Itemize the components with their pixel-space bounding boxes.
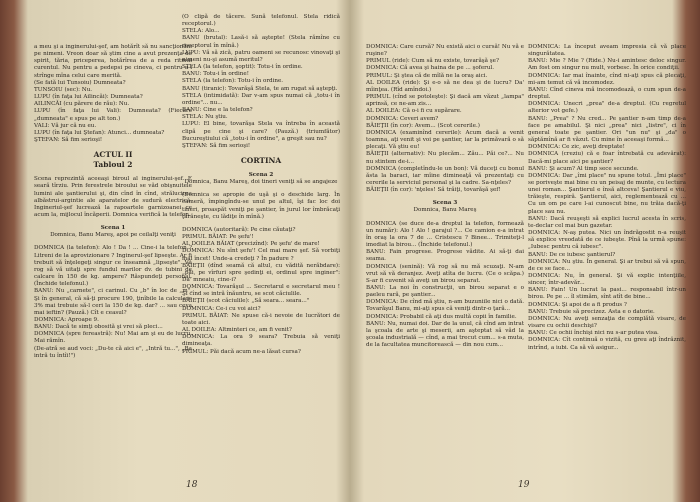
dialogue-line: BANU (tiranic): Tovarăşă Stela, te am rugat să aştepţi.: [182, 85, 338, 92]
dialogue-line: (Se fată lui Tunsoiu) Dumneata?: [34, 79, 126, 86]
dialogue-line: AL DOILEA (ride): Şi e-o să ne dea şi de lucru? Da' mîinţea. (Rîd amîndoi.): [366, 79, 524, 93]
dialogue-line: BANU (brutal): Lasă-i să aştepte! (Stela rămîne cu receptorul în mînă.): [182, 35, 340, 49]
dialogue-line: STELA: Nu ştiu.: [182, 114, 228, 121]
dialogue-line: BĂIEŢII (în cor): 'nţeles! Să trăiţi, tovarăşă şef!: [366, 187, 501, 194]
dialogue-line: BANU: Nu „carnete", ci carinul. Cu „b" în loc de „m". Şi în general, că să-ţi procure 190, ţinîbile la calculare 3% mai trebuie să-l ceri la 150 de kg. dar? ... sau ceva mai ieftin? (Pauză.) Cît e ceasul?: [34, 288, 192, 316]
dialogue-line: DOMNICA (senină): Vă rog să nu mă scuzaţi. N-am vrut să vă deranjez. Aveţi atîta de lucru. (Ce o scăpa.) S-ar fi cuvenit să aveţi un birou separat.: [366, 263, 524, 284]
dialogue-line: AL DOILEA: Altminteri ce, am fi venit?: [182, 327, 292, 334]
dialogue-line: DOMNICA (la telefon): Alo ! Da ! ... Cine-i la telefon ? Litreni de la aprovizionare ? Inginerul-şef lipseşte. Ar fi trebuit să înţelegeţi singur ce înseamnă „lipseşte". Vă rog să vă uitaţi spre fundul marilor dv. de tubini de calcare în 150 de kg. ampere? Răspundeţi personal. (Închide telefonul.): [34, 245, 192, 288]
dialogue-line: DOMNICA: Unecri „prea" de-a dreptul. (Cu regretul alterior vot gefe.): [528, 101, 686, 115]
dialogue-line: Scena reprezintă aceeaşi biroul al inginerului-şef. E seară tîrziu. Prin ferestrele biroului se văd obişnuitele lumini ale şantierului şi, din cînd în cînd, strălucirea albăstrui-argintie ale aparatelor de sudură electrică. Ingineriul-şef lucrează la rapoartele garnizoanei ce acum la, mijlocul încăperii. Domnica verifică la telefon.: [34, 176, 192, 218]
left-page: [14, 0, 344, 502]
dialogue-line: DOMNICA (spre fereastră): Nu! Mai am şi eu de lucru. Mai rămîn.: [34, 331, 192, 345]
dialogue-line: DOMNICA: La ora 9 seara? Trebuia să veniţi dimineaţa.: [182, 334, 340, 348]
dialogue-line: DOMNICA: Tovarăşul ... Secretarul e secretarul meu ! Şi cînd se intră înăuntru, se scot căciulile.: [182, 284, 340, 298]
dialogue-line: BANU: La noi în construcţii, un birou separat e o paeleu rară, pe şantier...: [366, 285, 524, 299]
dialogue-line: DOMNICA: Dar „îmi place" nu spune totul. „Îmi place" se poriveşte mai bine cu un peisaj de munte, cu lectura unei roman... Şantierul e însă altceva! Şantierul e viu, trăieşte, respiră. Şantierul, aici, reglementează cu ... Cu un om pe care l-ai cunoscut bine, nu trăia dacă-ţi place sau nu.: [528, 172, 686, 215]
dialogue-line: DOMNICA (creziu) că e foar întrebată cu adevărat): Dacă-mi place aici pe şantier?: [528, 151, 686, 165]
dialogue-line: a meu şi a inginerului-şef, am hotărît să nu sancţionăm pe nimeni. Vreon doar să ştim cine a avut prezenţa de spirit, tăria, priceperea, hotărîrea de a reda ritmul curentul. Nu pentru a pedepsi pe cineva, ci pentru a-i strînge mîna celui care merită.: [34, 44, 192, 79]
dialogue-line: DOMNICA: Nu, în general. Şi vă explic intenţiile, sincer, într-adevăr...: [528, 273, 686, 287]
dialogue-line: DOMNICA: Că avea şi haina de pe ... şoferul.: [366, 65, 494, 72]
dialogue-line: STELA (la telefon): Totu-i în ordine.: [182, 78, 284, 85]
right-page: [356, 0, 686, 502]
dialogue-line: DOMNICA: Ce zic, aveţi dreptate!: [528, 144, 625, 151]
dialogue-line: DOMNICA (autoritară): Pe cine căutaţi?: [182, 226, 296, 233]
dialogue-line: ŞTEFAN: Să fim serioşi!: [182, 142, 251, 149]
dialogue-line: STELA (la telefon, şoptit): Totu-i în ordine.: [182, 64, 303, 71]
dialogue-line: BANU: Cine e la telefon?: [182, 107, 253, 114]
dialogue-line: DOMNICA: Nu aveţi senzaţia de complătă visare, de visare cu ochii deschişi?: [528, 315, 686, 330]
dialogue-line: DOMNICA: Cît continuă o vizită, cu greu aţi îndrăznit, intrînd, a iubi. Ca să vă asigur...: [528, 337, 686, 351]
dialogue-line: AILINCĂI (cu părere de rău): Nu.: [34, 101, 130, 108]
dialogue-line: (O clipă de tăcere. Sună telefonul. Stela ridică receptorul.): [182, 14, 340, 28]
dialogue-line: DOMNICA: Nu sînt şefu'! Cel mai mare şef. Să vorbiţi mai încet! Unde-a credeţi ? În padure ?: [182, 248, 340, 262]
scene-characters: Domnica, Banu Mareş: [413, 207, 477, 214]
dialogue-line: STELA (intimidată): Dar v-am spus numai că „totu-i în ordine"... nu...: [182, 92, 340, 106]
dialogue-line: DOMNICA: De cînd mă ştiu, n-am buzuniile nici o dată. Tovarăşul Banu, mi-aţi spus că veniţi dintr-o ţară...: [366, 299, 524, 313]
dialogue-line: PRIMUL BĂIAT: Ne spuse că-i nevoie de lucrători de toate aici.: [182, 312, 340, 326]
dialogue-line: BANU: „Prea" ? Nu cred... Pe şantier n-am timp de-a face pe amabilul. Şi nici „prea" nici „listre", ci în general toate pe şantier. Ori "un nu" şi „da" o săptămînă ar fi văzut. Cu mine în aceeaşi formă...: [528, 115, 686, 144]
dialogue-line: BANU: Şi acum? Al timp sece secunde.: [528, 165, 639, 172]
scene-heading: Scena 1: [100, 225, 126, 232]
dialogue-line: BANU: Nu, numai doi. Dar de la unul, că cînd am intrat la şcoala de arte şi meserii, am aşteptat să văd la şcoala industrială — cînd, a mai trecut cum... s-a muta, de la facultatea muncitorească — din nou cum...: [366, 320, 524, 349]
dialogue-line: DOMNICA: Şi apoi de a fi produs ?: [528, 301, 627, 308]
dialogue-line: DOMNICA (examinînd cererile): Acum dacă a venit toamna, aţi venit şi voi pe şantier, iar la primăvară o să plecaţi. Vă ştiu eu!: [366, 129, 524, 151]
dialogue-line: VALI: Vă jur că nu eu.: [34, 122, 97, 129]
scene-heading: Scena 3: [432, 200, 458, 207]
dialogue-line: PRIMUL: Şi ştea că de mîlă ne la oraş aici.: [366, 72, 488, 79]
dialogue-line: TUNSOIU (sec): Nu.: [34, 86, 93, 93]
dialogue-line: DOMNICA: Aproape 9.: [34, 317, 99, 323]
dialogue-line: BĂIEŢII (dînd seamă că altul, cu vădită nerăbdare): „păi, pe vîrfuri spre şedinţi ei, ordinul spre inginer": Da' mneaiu, cine-i?: [182, 262, 340, 283]
dialogue-line: BĂIEŢII (în cor): Avem... (Scot cererile.): [366, 122, 480, 129]
dialogue-line: BANU: Totu-i în ordine!: [182, 71, 249, 78]
dialogue-line: DOMNICA: Care cursă? Nu există aici o cursă! Nu vă e ruşine?: [366, 44, 524, 58]
left-page-column-2: [182, 14, 340, 356]
dialogue-line: (De-atră se aud voci: „Du-te că aici e", „Intră tu...", „Ba intră tu întîi!"): [34, 345, 192, 359]
dialogue-line: BANU: De ce iubesc şantierul?: [528, 251, 616, 258]
dialogue-line: DOMNICA: Probabil că aţi dus multă copii în familie.: [366, 313, 517, 320]
dialogue-line: BANU: Trebuie să precizez. Asta e o datorie.: [528, 308, 655, 315]
dialogue-line: ŞTEFAN: Să fim serioşi!: [34, 137, 103, 144]
right-page-column-2: [528, 44, 686, 352]
dialogue-line: BĂIEŢII (alternativ): Nu plecăm... Zău... Păi ce?... Nu nu stintem de-i...: [366, 151, 524, 165]
dialogue-line: PRIMUL (ride): Cum să nu existe, tovarăşă şe?: [366, 58, 499, 65]
dialogue-line: AL DOILEA: Că o-i fi cu supărare.: [366, 108, 462, 115]
dialogue-line: LUPU: El bine, tovarăşa Stela va întreba în această clipă pe cine şi care? (Pauză.) (triumfător) Bucureştiului că „totu-i în ordine", a greşit sau nu?: [182, 121, 340, 142]
dialogue-line: DOMNICA (completîndu-le un bon): Vă duceţi cu bonul ăsta la baraci, iar mîine dimineaţă vă prezentaţi cu cererile la serviciul personal şi la cadre. Sa-nţeles?: [366, 165, 524, 186]
dialogue-line: BANU: Fain progrese. Progrese vădite. Ai să-ţi dai seama.: [366, 249, 524, 263]
left-page-column-1: [34, 44, 192, 360]
dialogue-line: LUPU: Vă să zică, patru oameni se recunosc vinovaţi şi nimeni nu-şi asumă meritul?: [182, 49, 340, 63]
act-heading: Tabloul 2: [93, 160, 133, 170]
dialogue-line: LUPU (în faţa lui Ştefan): Atunci... dumneata?: [34, 129, 165, 136]
act-heading: ACTUL II: [93, 150, 133, 160]
dialogue-line: STELA: Alo...: [182, 28, 220, 35]
dialogue-line: BĂIEŢII (scot căciulile): „Să seara... seara...": [182, 298, 310, 305]
dialogue-line: BANU: Ce ochii închişi nici nu s-ar putea visa.: [528, 330, 659, 337]
dialogue-line: DOMNICA: N-aş putea. Nici un îndrăgostit n-a reuşit să explice vreodată de ce iubeşte. Pînă la urmă spune: „Iubesc pentru că iubesc".: [528, 230, 686, 251]
dialogue-line: PRIMUL: Păi dacă acum ne-a lăsat cursa?: [182, 348, 301, 355]
page-number-right: 19: [518, 480, 530, 490]
act-heading: CORTINA: [240, 155, 282, 165]
dialogue-line: AL DOILEA BĂIAT (precizînd): Pe şefu' de mare!: [182, 241, 320, 248]
dialogue-line: LUPU (în faţa lui Vali): Dumneata? (Fiecare „dumneata" e spus pe alt ton.): [34, 108, 192, 122]
dialogue-line: DOMNICA: Iar mai înainte, cînd ni-aţi spus că plecaţi, mi-am temut că vă incomodez.: [528, 72, 686, 86]
dialogue-line: DOMNICA: Nu ştiu. În general. Şi ar trebui să vă spun, de ce se face...: [528, 258, 686, 272]
scene-characters: Domnica, Banu Mareş, doi tineri veniţi să se angajeze: [184, 179, 338, 186]
scene-heading: Scena 2: [248, 171, 274, 178]
dialogue-line: DOMNICA: Ce-i cu voi aici?: [182, 305, 261, 312]
dialogue-line: DOMNICA: La început aveam impresia că vă place singurătatea.: [528, 44, 686, 58]
dialogue-line: PRIMUL BĂIAT: Pe şefu'!: [182, 234, 254, 241]
dialogue-line: BANU: Dacă reuşeşti să explici lucrul acesta în scris, te-declar cel mai bun gazetar.: [528, 215, 686, 229]
dialogue-line: DOMNICA (se duce de-a dreptul la telefon, formează un număr): Alo ! Alo ! garajul ?... Ce camion e-a intrat în oraş la ora 7 de ... Cristescu ? Binee... Trimiteţi-l imediat la birou... (Închide telefonul.): [366, 220, 524, 249]
dialogue-line: BANU: Fain! Un lucrat la pasi... responsabil într-un birou. Pe pe ... îl stimăm, sînt atît de bine...: [528, 287, 686, 301]
dialogue-line: LUPU (în faţa lui Ailincăi): Dumneata?: [34, 94, 143, 101]
scene-characters: Domnica, Banu Mareş, apoi pe ceilalţi veniţi: [50, 232, 176, 239]
right-page-column-1: [366, 44, 524, 349]
dialogue-line: BANU: Mie ? Mie ? (Ride.) Nu-i amintesc deloc singur. Am fost om singur nu mult, vorbesc. În orice condiţii.: [528, 58, 686, 72]
dialogue-line: BANU: Cînd cineva mă incomodează, o cum spun de-a dreptul.: [528, 86, 686, 101]
dialogue-line: DOMNICA: Ceveri avem?: [366, 115, 439, 122]
dialogue-line: BANU: Dacă te simţi obosită şi vrei să pleci...: [34, 324, 163, 331]
dialogue-line: PRIMUL (cînd se potoleşte): Şi dacă am văzut „lampa" aprinsă, ce ne-am zis...: [366, 94, 524, 108]
dialogue-line: (Domnica se apropie de uşă şi o deschide larg. În cameră, împingîndu-se unul pe altul, îşi fac loc doi tineri, proaspăt veniţi pe şantier, în jurul lor îmbrăcaţi ţărăneşte, cu lădiţe în mînă.): [182, 192, 340, 220]
page-number-left: 18: [186, 480, 198, 490]
